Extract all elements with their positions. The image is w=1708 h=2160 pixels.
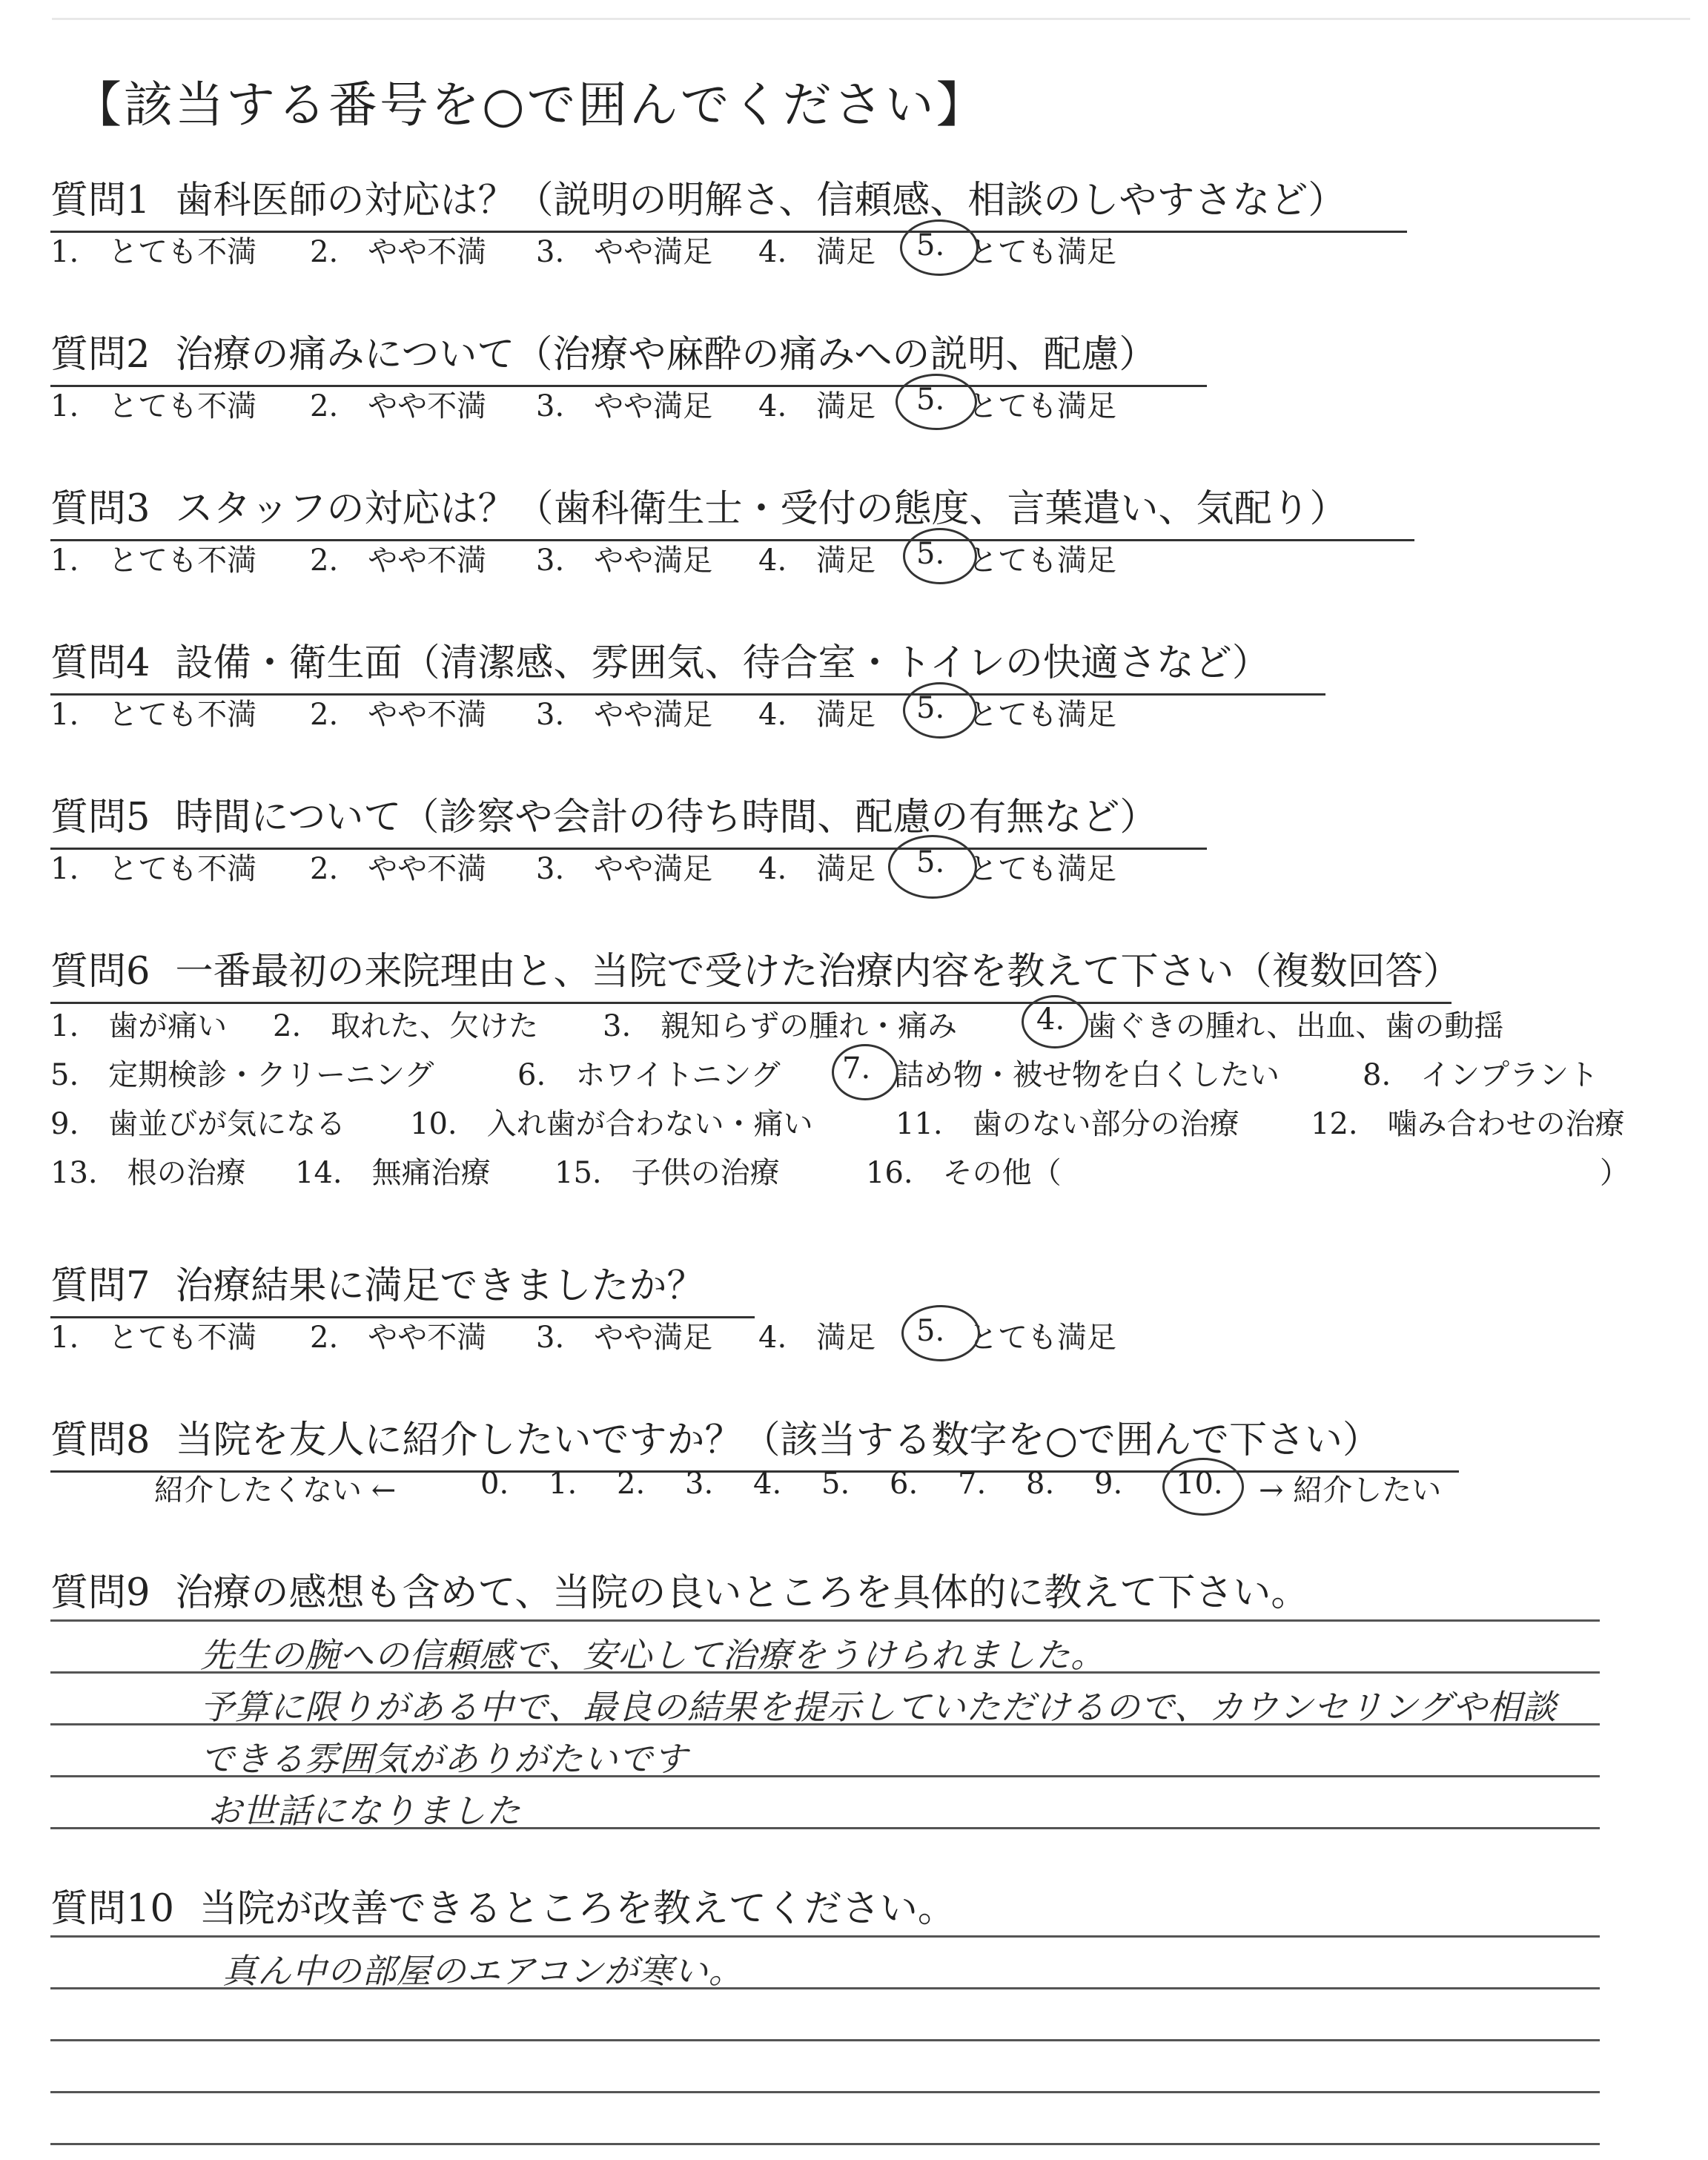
- q9-answer-line-1: 先生の腕への信頼感で、安心して治療をうけられました。: [200, 1635, 1106, 1675]
- q4-option-5-label: とても満足: [968, 698, 1116, 732]
- q10-ruled-line: [50, 2143, 1600, 2145]
- q8-num-3[interactable]: 3.: [685, 1467, 714, 1501]
- question-10-text: 当院が改善できるところを教えてください。: [199, 1887, 956, 1931]
- q1-option-5-label: とても満足: [968, 235, 1116, 269]
- q6-option-10[interactable]: 10. 入れ歯が合わない・痛い: [410, 1107, 813, 1141]
- q5-option-2[interactable]: 2. やや不満: [310, 852, 487, 886]
- q6-option-4-label: 歯ぐきの腫れ、出血、歯の動揺: [1087, 1009, 1504, 1043]
- q2-option-5-label: とても満足: [968, 389, 1116, 423]
- q3-option-3[interactable]: 3. やや満足: [536, 544, 713, 578]
- q6-option-12[interactable]: 12. 噛み合わせの治療: [1311, 1107, 1625, 1141]
- question-2: [50, 323, 1156, 378]
- question-3: [50, 478, 1347, 532]
- q1-option-5-num[interactable]: 5.: [916, 228, 945, 262]
- q6-option-3[interactable]: 3. 親知らずの腫れ・痛み: [603, 1009, 958, 1043]
- q7-option-5-label: とても満足: [968, 1321, 1116, 1355]
- q4-option-5-num[interactable]: 5.: [916, 691, 945, 725]
- q2-options: [50, 383, 1237, 427]
- q8-scale: [50, 1467, 1533, 1511]
- question-3-label: 質問3: [50, 487, 150, 531]
- question-10-label: 質問10: [50, 1887, 174, 1931]
- q3-option-1[interactable]: 1. とても不満: [50, 544, 257, 578]
- question-6-text: 一番最初の来院理由と、当院で受けた治療内容を教えて下さい（複数回答）: [175, 950, 1461, 994]
- q5-option-5-num[interactable]: 5.: [916, 845, 945, 879]
- q5-options: [50, 845, 1237, 890]
- q9-ruled-line: [50, 1619, 1600, 1622]
- q1-options: [50, 228, 1237, 273]
- q8-num-0[interactable]: 0.: [480, 1467, 509, 1501]
- q5-option-3[interactable]: 3. やや満足: [536, 852, 713, 886]
- q1-option-3[interactable]: 3. やや満足: [536, 235, 713, 269]
- question-9-label: 質問9: [50, 1571, 150, 1615]
- q6-option-16-close: ）: [1600, 1156, 1629, 1190]
- q8-num-6[interactable]: 6.: [890, 1467, 918, 1501]
- question-5: [50, 786, 1157, 841]
- q6-option-4-num[interactable]: 4.: [1036, 1003, 1065, 1037]
- question-4: [50, 632, 1270, 687]
- question-8: [50, 1409, 1380, 1464]
- q8-num-1[interactable]: 1.: [549, 1467, 577, 1501]
- question-6-label: 質問6: [50, 950, 150, 994]
- q4-option-2[interactable]: 2. やや不満: [310, 698, 487, 732]
- q2-option-5-num[interactable]: 5.: [916, 383, 945, 417]
- q6-option-11[interactable]: 11. 歯のない部分の治療: [896, 1107, 1239, 1141]
- question-3-text: スタッフの対応は？（歯科衛生士・受付の態度、言葉遣い、気配り）: [175, 487, 1348, 531]
- q3-option-5-num[interactable]: 5.: [916, 537, 945, 571]
- q7-option-1[interactable]: 1. とても不満: [50, 1321, 257, 1355]
- q10-answer-line-1: 真ん中の部屋のエアコンが寒い。: [222, 1951, 744, 1991]
- question-1-text: 歯科医師の対応は？（説明の明解さ、信頼感、相談のしやすさなど）: [175, 179, 1346, 222]
- question-8-label: 質問8: [50, 1418, 150, 1462]
- question-6: [50, 940, 1460, 995]
- q6-option-15[interactable]: 15. 子供の治療: [555, 1156, 780, 1190]
- q3-option-2[interactable]: 2. やや不満: [310, 544, 487, 578]
- q8-num-8[interactable]: 8.: [1026, 1467, 1055, 1501]
- question-1-label: 質問1: [50, 179, 150, 222]
- top-border: [52, 18, 1690, 20]
- q8-num-2[interactable]: 2.: [617, 1467, 646, 1501]
- question-5-label: 質問5: [50, 796, 150, 839]
- question-9: [50, 1562, 1308, 1616]
- q6-options: [50, 1003, 1666, 1195]
- q6-option-1[interactable]: 1. 歯が痛い: [50, 1009, 228, 1043]
- q8-num-10[interactable]: 10.: [1176, 1467, 1223, 1501]
- q6-option-5[interactable]: 5. 定期検診・クリーニング: [50, 1058, 434, 1092]
- q10-ruled-line: [50, 1935, 1600, 1938]
- q4-option-4[interactable]: 4. 満足: [758, 698, 876, 732]
- q6-option-7-label: 詰め物・被せ物を白くしたい: [894, 1058, 1280, 1092]
- question-2-text: 治療の痛みについて（治療や麻酔の痛みへの説明、配慮）: [175, 333, 1157, 377]
- q4-options: [50, 691, 1237, 736]
- q6-option-6[interactable]: 6. ホワイトニング: [517, 1058, 781, 1092]
- question-10: [50, 1877, 956, 1932]
- q6-option-2[interactable]: 2. 取れた、欠けた: [273, 1009, 539, 1043]
- q1-option-4[interactable]: 4. 満足: [758, 235, 876, 269]
- question-7: [50, 1255, 704, 1309]
- q8-num-9[interactable]: 9.: [1094, 1467, 1123, 1501]
- q4-option-3[interactable]: 3. やや満足: [536, 698, 713, 732]
- q6-option-16[interactable]: 16. その他（: [866, 1156, 1062, 1190]
- q5-option-1[interactable]: 1. とても不満: [50, 852, 257, 886]
- q8-left-label: 紹介したくない ←: [154, 1473, 397, 1507]
- question-4-text: 設備・衛生面（清潔感、雰囲気、待合室・トイレの快適さなど）: [175, 641, 1270, 685]
- q5-option-4[interactable]: 4. 満足: [758, 852, 876, 886]
- q2-option-4[interactable]: 4. 満足: [758, 389, 876, 423]
- q8-right-label: → 紹介したい: [1259, 1473, 1442, 1507]
- q3-option-4[interactable]: 4. 満足: [758, 544, 876, 578]
- q9-answer-line-2: 予算に限りがある中で、最良の結果を提示していただけるので、カウンセリングや相談: [200, 1687, 1558, 1727]
- question-4-label: 質問4: [50, 641, 150, 685]
- question-2-label: 質問2: [50, 333, 150, 377]
- q7-option-2[interactable]: 2. やや不満: [310, 1321, 487, 1355]
- question-8-text: 当院を友人に紹介したいですか？（該当する数字を○で囲んで下さい）: [175, 1418, 1380, 1462]
- q9-answer-line-4: お世話になりました: [208, 1791, 521, 1831]
- q9-answer-line-3: できる雰囲気がありがたいです: [200, 1739, 688, 1779]
- question-7-label: 質問7: [50, 1264, 150, 1308]
- q6-option-9[interactable]: 9. 歯並びが気になる: [50, 1107, 346, 1141]
- q2-option-3[interactable]: 3. やや満足: [536, 389, 713, 423]
- q1-option-1[interactable]: 1. とても不満: [50, 235, 257, 269]
- question-5-text: 時間について（診察や会計の待ち時間、配慮の有無など）: [175, 796, 1158, 839]
- q5-option-5-label: とても満足: [968, 852, 1116, 886]
- q6-option-13[interactable]: 13. 根の治療: [50, 1156, 246, 1190]
- q6-option-8[interactable]: 8. インプラント: [1363, 1058, 1599, 1092]
- q1-option-2[interactable]: 2. やや不満: [310, 235, 487, 269]
- question-1: [50, 169, 1345, 224]
- q4-option-1[interactable]: 1. とても不満: [50, 698, 257, 732]
- question-9-text: 治療の感想も含めて、当院の良いところを具体的に教えて下さい。: [175, 1571, 1309, 1615]
- page-title: 【該当する番号を○で囲んでください】: [73, 76, 987, 133]
- q3-option-5-label: とても満足: [968, 544, 1116, 578]
- q7-options: [50, 1314, 1237, 1358]
- q8-num-5[interactable]: 5.: [821, 1467, 850, 1501]
- q6-option-14[interactable]: 14. 無痛治療: [295, 1156, 491, 1190]
- q2-option-2[interactable]: 2. やや不満: [310, 389, 487, 423]
- q10-ruled-line: [50, 2091, 1600, 2093]
- q7-option-5-num[interactable]: 5.: [916, 1314, 945, 1348]
- q8-num-4[interactable]: 4.: [753, 1467, 782, 1501]
- q7-option-3[interactable]: 3. やや満足: [536, 1321, 713, 1355]
- q2-option-1[interactable]: 1. とても不満: [50, 389, 257, 423]
- q10-ruled-line: [50, 2039, 1600, 2041]
- q8-num-7[interactable]: 7.: [958, 1467, 987, 1501]
- q7-option-4[interactable]: 4. 満足: [758, 1321, 876, 1355]
- q6-option-7-num[interactable]: 7.: [842, 1051, 871, 1086]
- question-7-text: 治療結果に満足できましたか？: [175, 1264, 705, 1308]
- q3-options: [50, 537, 1237, 581]
